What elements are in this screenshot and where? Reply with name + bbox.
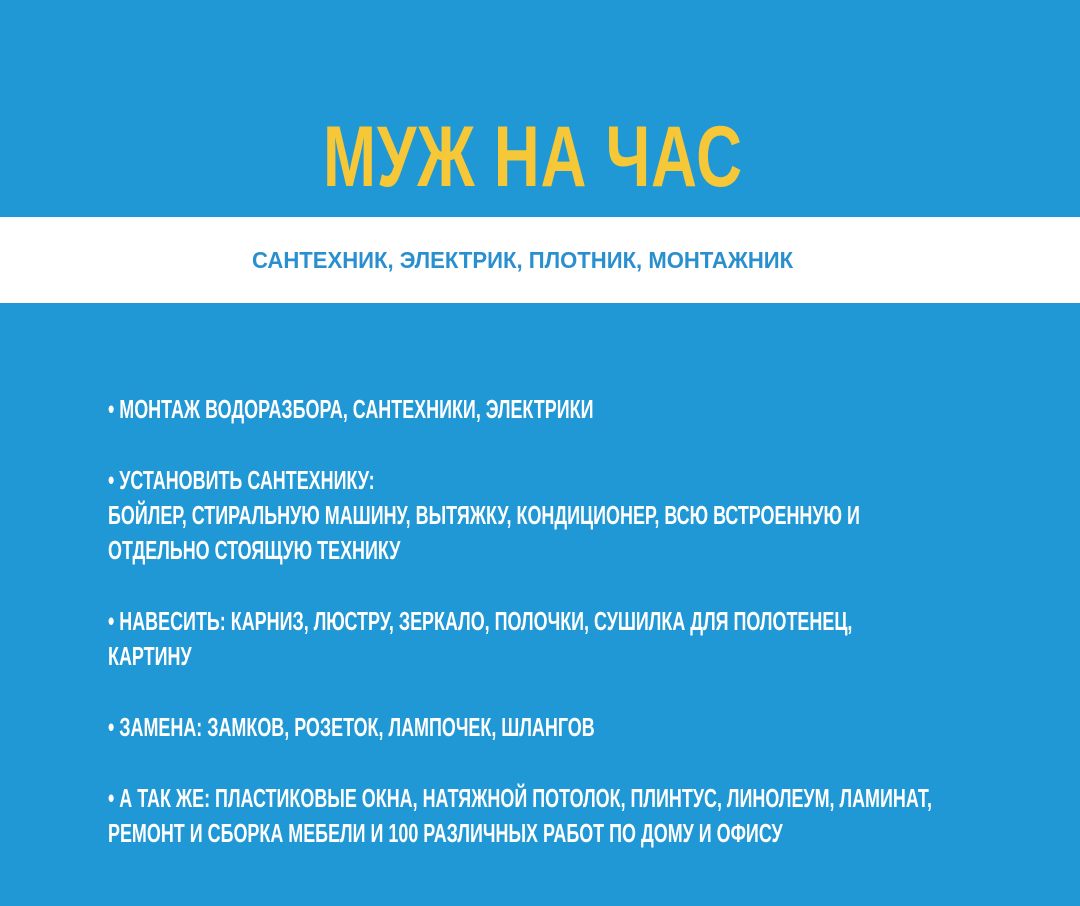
service-line: • МОНТАЖ ВОДОРАЗБОРА, САНТЕХНИКИ, ЭЛЕКТРИКИ — [108, 394, 594, 424]
service-line: БОЙЛЕР, СТИРАЛЬНУЮ МАШИНУ, ВЫТЯЖКУ, КОНДИЦИОНЕР, ВСЮ ВСТРОЕННУЮ И — [108, 500, 860, 530]
service-item-other — [108, 781, 1005, 851]
service-item-appliances — [108, 463, 1005, 568]
service-line: • ЗАМЕНА: ЗАМКОВ, РОЗЕТОК, ЛАМПОЧЕК, ШЛАНГОВ — [108, 712, 595, 742]
service-item-replacement — [108, 710, 1005, 745]
service-line: РЕМОНТ И СБОРКА МЕБЕЛИ И 100 РАЗЛИЧНЫХ РАБОТ ПО ДОМУ И ОФИСУ — [108, 818, 783, 848]
service-item-hanging — [108, 604, 1005, 674]
service-line: • НАВЕСИТЬ: КАРНИЗ, ЛЮСТРУ, ЗЕРКАЛО, ПОЛОЧКИ, СУШИЛКА ДЛЯ ПОЛОТЕНЕЦ, — [108, 606, 853, 636]
service-line: ОТДЕЛЬНО СТОЯЩУЮ ТЕХНИКУ — [108, 535, 401, 565]
page-title: МУЖ НА ЧАС — [323, 109, 743, 205]
service-line: • А ТАК ЖЕ: ПЛАСТИКОВЫЕ ОКНА, НАТЯЖНОЙ ПОТОЛОК, ПЛИНТУС, ЛИНОЛЕУМ, ЛАМИНАТ, — [108, 783, 933, 813]
subtitle-band — [0, 217, 1080, 303]
service-line: КАРТИНУ — [108, 641, 192, 671]
services-list — [108, 392, 1005, 887]
service-item-installation — [108, 392, 1005, 427]
service-line: • УСТАНОВИТЬ САНТЕХНИКУ: — [108, 465, 375, 495]
page-subtitle: САНТЕХНИК, ЭЛЕКТРИК, ПЛОТНИК, МОНТАЖНИК — [252, 247, 794, 273]
